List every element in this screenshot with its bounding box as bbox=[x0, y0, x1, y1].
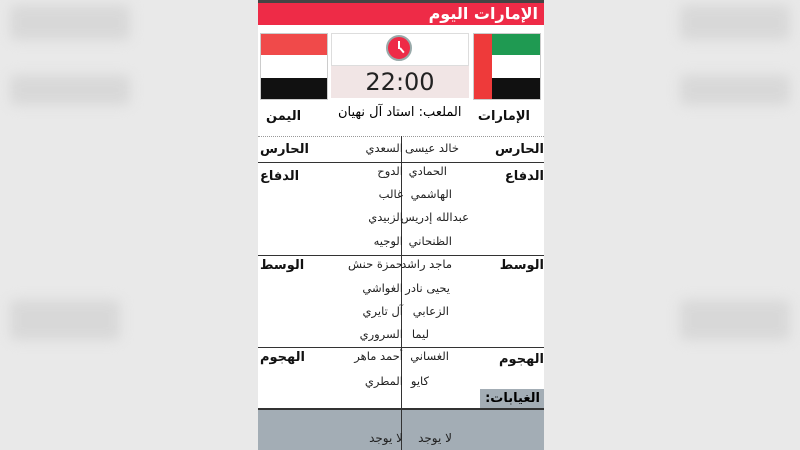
yemen-player: الغواشي bbox=[362, 281, 403, 295]
uae-player: الحمادي bbox=[408, 164, 447, 178]
uae-absences: لا يوجد bbox=[418, 431, 452, 445]
uae-pos-def: الدفاع bbox=[504, 169, 544, 184]
divider bbox=[258, 162, 544, 163]
uae-flag bbox=[473, 33, 541, 100]
yemen-player: الزبيدي bbox=[368, 210, 403, 224]
match-time: 22:00 bbox=[331, 66, 469, 98]
uae-player: كايو bbox=[410, 374, 429, 388]
clock-icon bbox=[386, 35, 412, 61]
uae-player: الغساني bbox=[410, 349, 449, 363]
yemen-player: حمزة حنش bbox=[347, 257, 403, 271]
yemen-player: الوجيه bbox=[373, 234, 403, 248]
absences-label: الغيابات: bbox=[480, 389, 544, 408]
uae-pos-gk: الحارس bbox=[494, 142, 544, 157]
yemen-player: الدوح bbox=[377, 164, 403, 178]
yemen-absences: لا يوجد bbox=[369, 431, 403, 445]
brand-title: الإمارات اليوم bbox=[428, 4, 538, 23]
uae-player: خالد عيسى bbox=[405, 141, 459, 155]
yemen-player: المطري bbox=[364, 374, 403, 388]
away-team-name: اليمن bbox=[266, 109, 302, 124]
uae-player: الظنحاني bbox=[408, 234, 452, 248]
yemen-pos-mid: الوسط bbox=[260, 258, 305, 273]
yemen-player: السعدي bbox=[365, 141, 403, 155]
yemen-pos-gk: الحارس bbox=[260, 142, 310, 157]
clock-box bbox=[331, 33, 469, 66]
uae-player: الزعابي bbox=[412, 304, 449, 318]
uae-player: ليما bbox=[411, 327, 429, 341]
yemen-pos-def: الدفاع bbox=[260, 169, 300, 184]
yemen-player: آل تايري bbox=[362, 304, 403, 318]
stadium: الملعب: استاد آل نهيان bbox=[338, 105, 462, 120]
divider bbox=[258, 255, 544, 256]
yemen-player: السروري bbox=[359, 327, 403, 341]
uae-player: الهاشمي bbox=[410, 187, 452, 201]
divider bbox=[258, 347, 544, 348]
yemen-flag bbox=[260, 33, 328, 100]
lineup-card bbox=[258, 0, 544, 450]
uae-player: ماجد راشد bbox=[401, 257, 452, 271]
yemen-player: غالب bbox=[378, 187, 403, 201]
uae-pos-att: الهجوم bbox=[499, 352, 544, 367]
uae-pos-mid: الوسط bbox=[499, 258, 544, 273]
uae-player: عبدالله إدريس bbox=[400, 210, 469, 224]
brand-header bbox=[258, 0, 544, 25]
yemen-pos-att: الهجوم bbox=[260, 350, 305, 365]
home-team-name: الإمارات bbox=[477, 109, 530, 124]
yemen-player: أحمد ماهر bbox=[354, 349, 403, 363]
uae-player: يحيى نادر bbox=[405, 281, 450, 295]
